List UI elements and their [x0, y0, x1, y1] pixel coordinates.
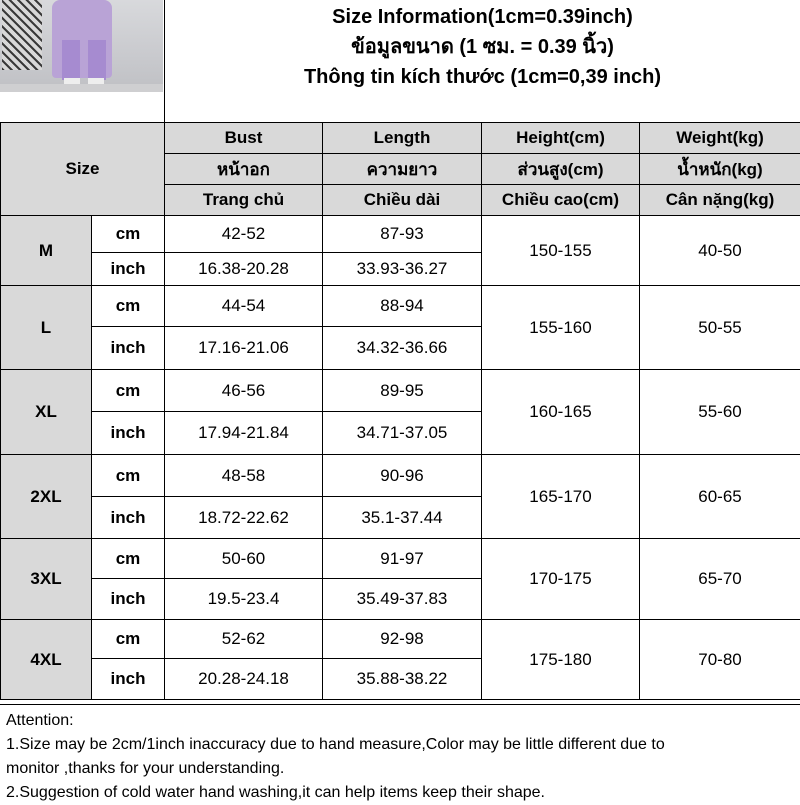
table-row [1, 539, 800, 579]
unit-inch: inch [92, 579, 165, 620]
table-row [1, 286, 800, 327]
title-block [164, 0, 800, 122]
unit-cm: cm [92, 620, 165, 659]
title-thai: ข้อมูลขนาด (1 ซม. = 0.39 นิ้ว) [165, 32, 800, 62]
weight-cell: 40-50 [640, 216, 800, 286]
bust-cm: 48-58 [165, 455, 323, 497]
col-weight-en: Weight(kg) [640, 123, 800, 154]
col-height-en: Height(cm) [482, 123, 640, 154]
length-cm: 90-96 [323, 455, 482, 497]
unit-cm: cm [92, 455, 165, 497]
notes-heading: Attention: [6, 709, 794, 733]
weight-cell: 65-70 [640, 539, 800, 620]
bust-inch: 17.16-21.06 [165, 327, 323, 370]
weight-cell: 50-55 [640, 286, 800, 370]
col-bust-th: หน้าอก [165, 154, 323, 185]
col-height-vi: Chiều cao(cm) [482, 185, 640, 216]
weight-cell: 60-65 [640, 455, 800, 539]
length-inch: 35.88-38.22 [323, 659, 482, 700]
size-cell: L [1, 286, 92, 370]
attention-notes [0, 704, 800, 800]
bust-inch: 18.72-22.62 [165, 497, 323, 539]
size-table [0, 122, 800, 700]
col-weight-vi: Cân nặng(kg) [640, 185, 800, 216]
col-length-th: ความยาว [323, 154, 482, 185]
col-height-th: ส่วนสูง(cm) [482, 154, 640, 185]
col-weight-th: น้ำหนัก(kg) [640, 154, 800, 185]
product-photo [0, 0, 163, 92]
table-row [1, 620, 800, 659]
note-line-2: monitor ,thanks for your understanding. [6, 757, 794, 781]
length-inch: 35.1-37.44 [323, 497, 482, 539]
length-inch: 35.49-37.83 [323, 579, 482, 620]
table-row [1, 370, 800, 412]
unit-cm: cm [92, 216, 165, 253]
height-cell: 175-180 [482, 620, 640, 700]
size-cell: XL [1, 370, 92, 455]
height-cell: 170-175 [482, 539, 640, 620]
bust-inch: 19.5-23.4 [165, 579, 323, 620]
unit-cm: cm [92, 286, 165, 327]
length-cm: 91-97 [323, 539, 482, 579]
length-cm: 92-98 [323, 620, 482, 659]
basket-shape [2, 0, 42, 70]
bust-cm: 44-54 [165, 286, 323, 327]
table-row [1, 455, 800, 497]
bust-inch: 17.94-21.84 [165, 412, 323, 455]
bust-cm: 50-60 [165, 539, 323, 579]
col-length-vi: Chiều dài [323, 185, 482, 216]
height-cell: 150-155 [482, 216, 640, 286]
unit-cm: cm [92, 539, 165, 579]
title-vietnamese: Thông tin kích thước (1cm=0,39 inch) [165, 62, 800, 92]
unit-inch: inch [92, 497, 165, 539]
bust-cm: 46-56 [165, 370, 323, 412]
height-cell: 155-160 [482, 286, 640, 370]
note-line-1: 1.Size may be 2cm/1inch inaccuracy due to hand measure,Color may be little different due to [6, 733, 794, 757]
height-cell: 165-170 [482, 455, 640, 539]
bust-cm: 42-52 [165, 216, 323, 253]
unit-cm: cm [92, 370, 165, 412]
height-cell: 160-165 [482, 370, 640, 455]
bust-inch: 20.28-24.18 [165, 659, 323, 700]
length-inch: 34.71-37.05 [323, 412, 482, 455]
length-inch: 34.32-36.66 [323, 327, 482, 370]
col-bust-vi: Trang chủ [165, 185, 323, 216]
weight-cell: 55-60 [640, 370, 800, 455]
length-cm: 87-93 [323, 216, 482, 253]
size-cell: M [1, 216, 92, 286]
size-header: Size [1, 123, 165, 216]
title-english: Size Information(1cm=0.39inch) [165, 2, 800, 32]
size-cell: 3XL [1, 539, 92, 620]
length-cm: 89-95 [323, 370, 482, 412]
bust-inch: 16.38-20.28 [165, 253, 323, 286]
length-cm: 88-94 [323, 286, 482, 327]
weight-cell: 70-80 [640, 620, 800, 700]
bust-cm: 52-62 [165, 620, 323, 659]
col-length-en: Length [323, 123, 482, 154]
header-row-english [1, 123, 800, 154]
unit-inch: inch [92, 253, 165, 286]
length-inch: 33.93-36.27 [323, 253, 482, 286]
unit-inch: inch [92, 659, 165, 700]
table-row [1, 216, 800, 253]
col-bust-en: Bust [165, 123, 323, 154]
size-cell: 4XL [1, 620, 92, 700]
unit-inch: inch [92, 412, 165, 455]
unit-inch: inch [92, 327, 165, 370]
size-cell: 2XL [1, 455, 92, 539]
note-line-3: 2.Suggestion of cold water hand washing,it can help items keep their shape. [6, 781, 794, 805]
